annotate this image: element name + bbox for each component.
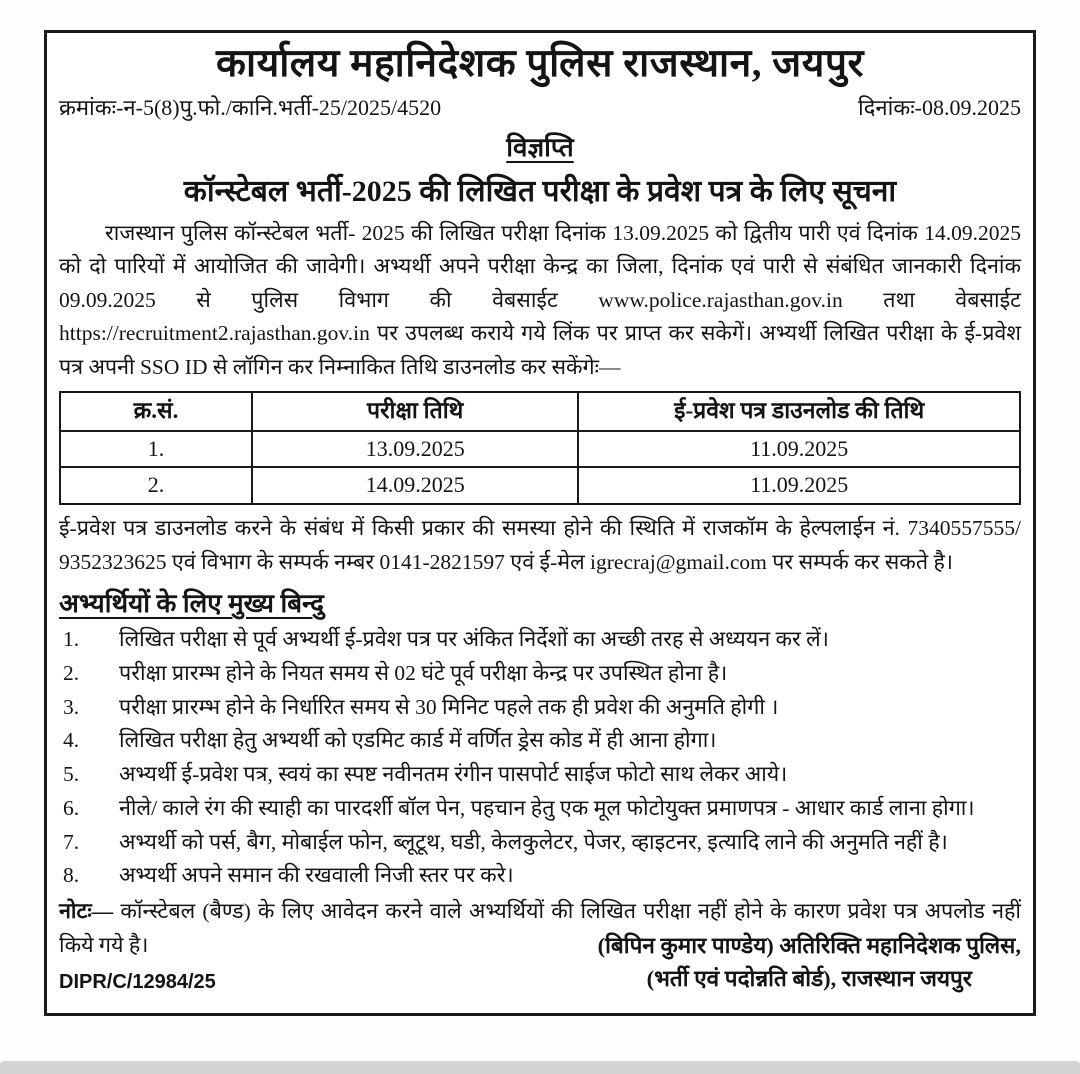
cell-download-date: 11.09.2025: [578, 467, 1020, 504]
cell-exam-date: 14.09.2025: [252, 467, 578, 504]
list-item-text: नीले/ काले रंग की स्याही का पारदर्शी बॉल पेन, पहचान हेतु एक मूल फोटोयुक्त प्रमाणपत्र - आधार कार्ड लाना होगा।: [119, 795, 975, 820]
key-points-list: [59, 623, 1021, 893]
list-item: [59, 623, 1021, 657]
list-item-text: अभ्यर्थी अपने समान की रखवाली निजी स्तर पर करे।: [119, 863, 514, 888]
column-header-exam-date: परीक्षा तिथि: [252, 392, 578, 430]
list-item-text: अभ्यर्थी ई-प्रवेश पत्र, स्वयं का स्पष्ट नवीनतम रंगीन पासपोर्ट साईज फोटो साथ लेकर आये।: [119, 762, 788, 787]
bottom-bar: [0, 1061, 1080, 1074]
signature-line-1: (बिपिन कुमार पाण्डेय) अतिरिक्ति महानिदेशक पुलिस,: [597, 933, 1021, 959]
list-item: [59, 691, 1021, 725]
cell-serial: 1.: [60, 431, 252, 468]
list-item-text: परीक्षा प्रारम्भ होने के निर्धारित समय से 30 मिनिट पहले तक ही प्रवेश की अनुमति होगी ।: [119, 694, 779, 719]
notice-page: [44, 30, 1036, 1016]
list-item: [59, 657, 1021, 691]
list-item-number: 1.: [63, 627, 80, 652]
table-row: [60, 431, 1020, 468]
list-item-text: परीक्षा प्रारम्भ होने के नियत समय से 02 घंटे पूर्व परीक्षा केन्द्र पर उपस्थित होना है।: [119, 660, 728, 685]
intro-paragraph: राजस्थान पुलिस कॉन्स्टेबल भर्ती- 2025 की लिखित परीक्षा दिनांक 13.09.2025 को द्वितीय पारी एवं दिनांक 14.09.2025 को दो पारियों में आयोजित की जावेगी। अभ्यर्थी अपने परीक्षा केन्द्र का जिला, दिनांक एवं पारी से संबंधित जानकारी दिनांक 09.09.2025 से पुलिस विभाग की वेबसाईट www.police.rajasthan.gov.in तथा वेबसाईट https://recruitment2.rajasthan.gov.in पर उपलब्ध कराये गये लिंक पर प्राप्त कर सकेगें। अभ्यर्थी लिखित परीक्षा के ई-प्रवेश पत्र अपनी SSO ID से लॉगिन कर निम्नाकित तिथि डाउनलोड कर सकेंगेः—: [59, 220, 1021, 379]
list-item: [59, 792, 1021, 826]
cell-serial: 2.: [60, 467, 252, 504]
list-item-number: 5.: [63, 762, 80, 787]
notice-date: दिनांकः-08.09.2025: [858, 94, 1021, 120]
list-item-number: 4.: [63, 728, 80, 753]
list-item: [59, 859, 1021, 893]
signature-block: [598, 930, 1021, 995]
dipr-code: DIPR/C/12984/25: [59, 970, 216, 993]
column-header-download-date: ई-प्रवेश पत्र डाउनलोड की तिथि: [578, 392, 1020, 430]
signature-line-2: (भर्ती एवं पदोन्नति बोर्ड), राजस्थान जयपुर: [646, 965, 972, 991]
column-header-serial: क्र.सं.: [60, 392, 252, 430]
list-item-number: 6.: [63, 795, 80, 820]
list-item-number: 3.: [63, 694, 80, 719]
footer-row: [59, 930, 1021, 995]
list-item-number: 2.: [63, 660, 80, 685]
office-title: कार्यालय महानिदेशक पुलिस राजस्थान, जयपुर: [216, 42, 864, 85]
key-points-heading: अभ्यर्थियों के लिए मुख्य बिन्दु: [59, 589, 324, 619]
list-item-number: 7.: [63, 829, 80, 854]
notice-subject: कॉन्स्टेबल भर्ती-2025 की लिखित परीक्षा के प्रवेश पत्र के लिए सूचना: [183, 174, 897, 208]
notice-label: विज्ञप्ति: [506, 132, 574, 162]
cell-exam-date: 13.09.2025: [252, 431, 578, 468]
helpline-paragraph: ई-प्रवेश पत्र डाउनलोड करने के संबंध में किसी प्रकार की समस्या होने की स्थिति में राजकॉम के हेल्पलाईन नं. 7340557555/ 9352323625 एवं विभाग के सम्पर्क नम्बर 0141-2821597 एवं ई-मेल igrecraj@gmail.com पर सम्पर्क कर सकते है।: [59, 516, 1021, 574]
note-label: नोटः—: [59, 899, 114, 924]
note-text: कॉन्स्टेबल (बैण्ड) के लिए आवेदन करने वाले अभ्यर्थियों की लिखित परीक्षा नहीं होने के कारण प्रवेश पत्र अपलोड नहीं किये गये है।: [59, 899, 1021, 957]
list-item-text: अभ्यर्थी को पर्स, बैग, मोबाईल फोन, ब्लूटूथ, घडी, केलकुलेटर, पेजर, व्हाइटनर, इत्यादि लाने की अनुमति नहीं है।: [119, 829, 948, 854]
list-item: [59, 758, 1021, 792]
list-item-number: 8.: [63, 863, 80, 888]
list-item: [59, 724, 1021, 758]
reference-row: [59, 92, 1021, 122]
reference-number: क्रमांकः-न-5(8)पु.फो./कानि.भर्ती-25/2025/4520: [59, 94, 442, 120]
list-item: [59, 826, 1021, 860]
list-item-text: लिखित परीक्षा हेतु अभ्यर्थी को एडमिट कार्ड में वर्णित ड्रेस कोड में ही आना होगा।: [119, 728, 717, 753]
table-header-row: [60, 392, 1020, 430]
list-item-text: लिखित परीक्षा से पूर्व अभ्यर्थी ई-प्रवेश पत्र पर अंकित निर्देशों का अच्छी तरह से अध्ययन कर लें।: [119, 627, 829, 652]
table-row: [60, 467, 1020, 504]
cell-download-date: 11.09.2025: [578, 431, 1020, 468]
exam-schedule-table: [59, 391, 1021, 505]
